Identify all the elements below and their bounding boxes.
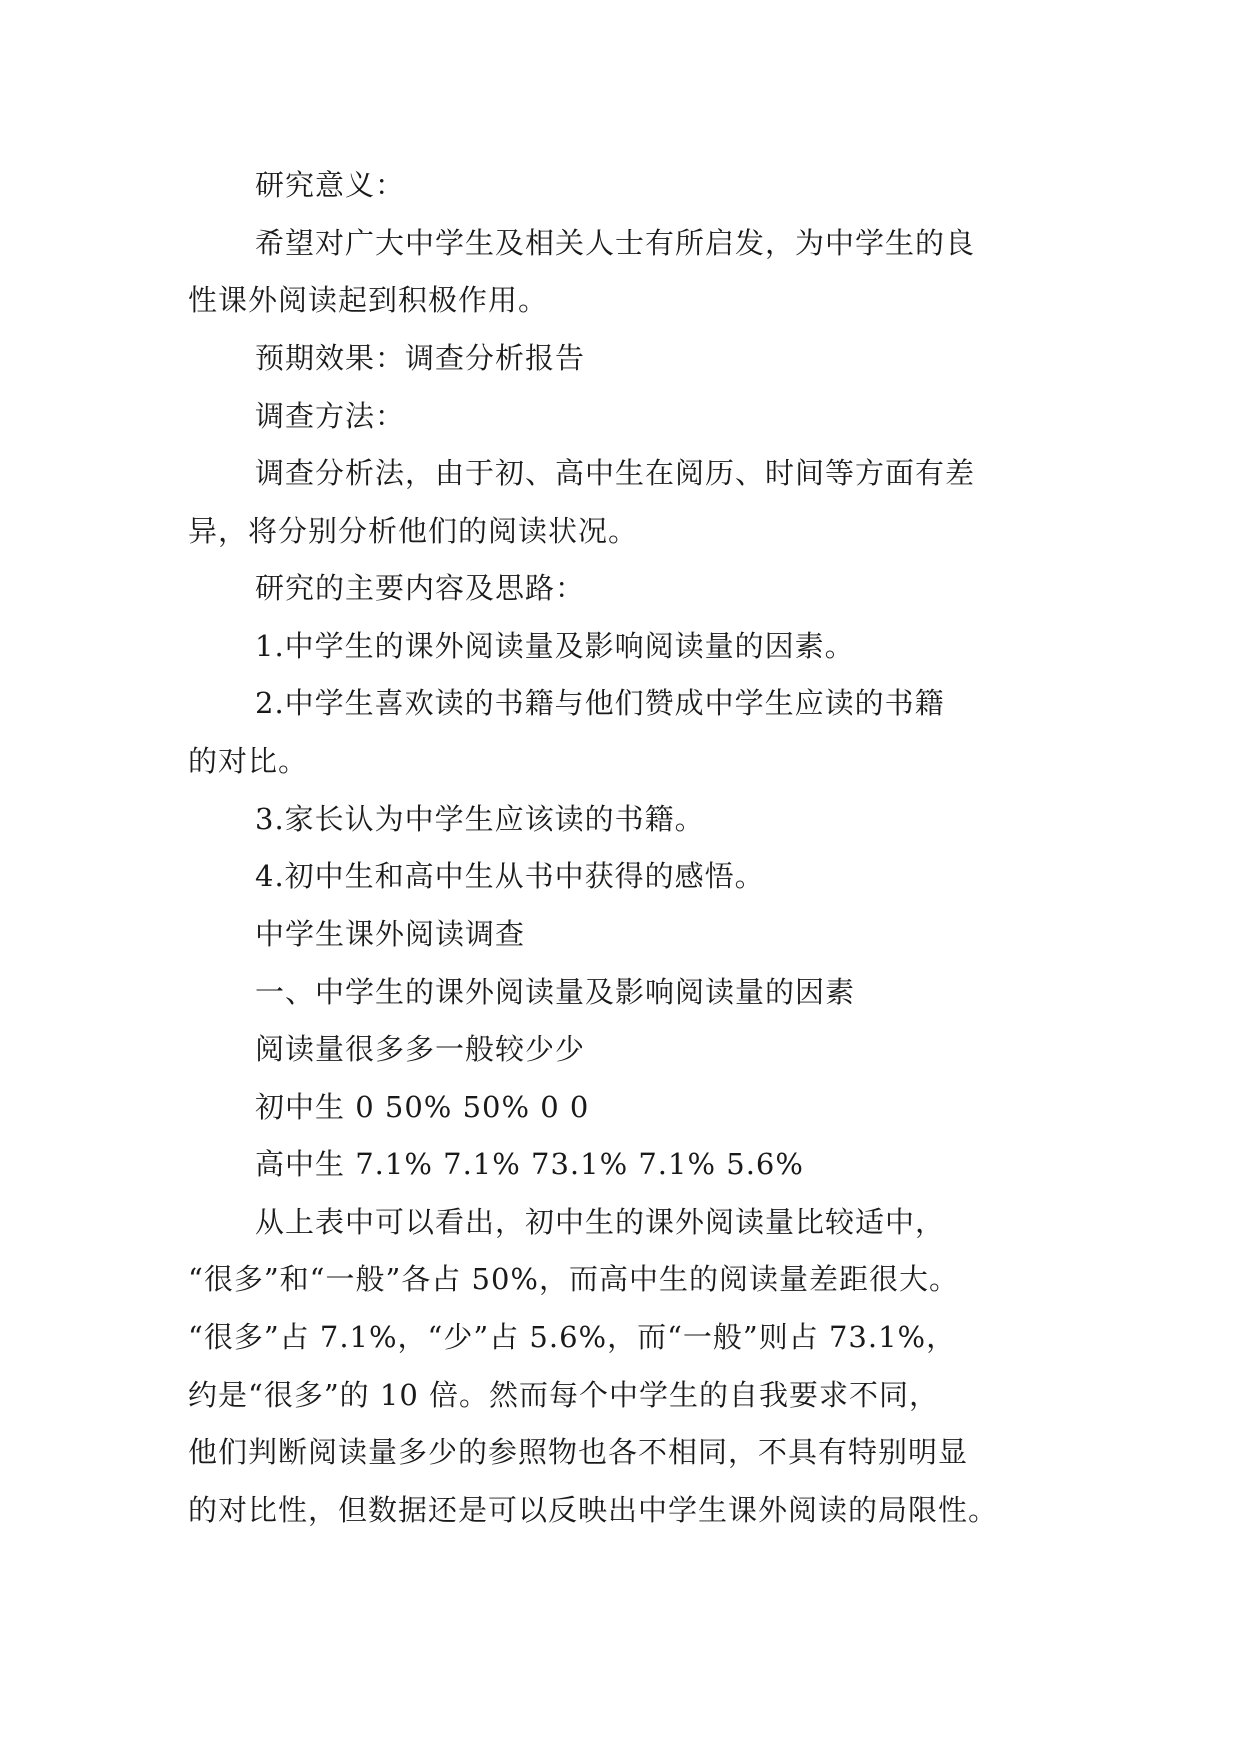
list-item: 4.初中生和高中生从书中获得的感悟。 xyxy=(255,859,765,893)
heading-survey-method: 调查方法： xyxy=(255,399,406,433)
list-item: 2.中学生喜欢读的书籍与他们赞成中学生应读的书籍 xyxy=(255,686,945,720)
paragraph-line: 异，将分别分析他们的阅读状况。 xyxy=(188,514,639,548)
heading-research-significance: 研究意义： xyxy=(255,168,406,202)
list-item: 3.家长认为中学生应该读的书籍。 xyxy=(255,802,705,836)
paragraph-line: “很多”和“一般”各占 50%，而高中生的阅读量差距很大。 xyxy=(188,1262,959,1296)
table-header-row: 阅读量很多多一般较少少 xyxy=(255,1032,586,1066)
heading-expected-effect: 预期效果：调查分析报告 xyxy=(255,341,586,375)
heading-main-content: 研究的主要内容及思路： xyxy=(255,571,586,605)
paragraph-line: 调查分析法，由于初、高中生在阅历、时间等方面有差 xyxy=(255,456,976,490)
list-item-continuation: 的对比。 xyxy=(188,744,309,778)
paragraph-line: 希望对广大中学生及相关人士有所启发，为中学生的良 xyxy=(255,226,976,260)
table-row: 初中生 0 50% 50% 0 0 xyxy=(255,1090,590,1124)
paragraph-line: 的对比性，但数据还是可以反映出中学生课外阅读的局限性。 xyxy=(188,1493,999,1527)
section-title: 中学生课外阅读调查 xyxy=(255,917,526,951)
paragraph-line: 从上表中可以看出，初中生的课外阅读量比较适中， xyxy=(255,1205,946,1239)
paragraph-line: 他们判断阅读量多少的参照物也各不相同，不具有特别明显 xyxy=(188,1435,969,1469)
paragraph-line: 约是“很多”的 10 倍。然而每个中学生的自我要求不同， xyxy=(188,1378,939,1412)
list-item: 1.中学生的课外阅读量及影响阅读量的因素。 xyxy=(255,629,855,663)
paragraph-line: 性课外阅读起到积极作用。 xyxy=(188,283,549,317)
table-row: 高中生 7.1% 7.1% 73.1% 7.1% 5.6% xyxy=(255,1147,804,1181)
section-heading: 一、中学生的课外阅读量及影响阅读量的因素 xyxy=(255,975,856,1009)
paragraph-line: “很多”占 7.1%，“少”占 5.6%，而“一般”则占 73.1%， xyxy=(188,1320,957,1354)
